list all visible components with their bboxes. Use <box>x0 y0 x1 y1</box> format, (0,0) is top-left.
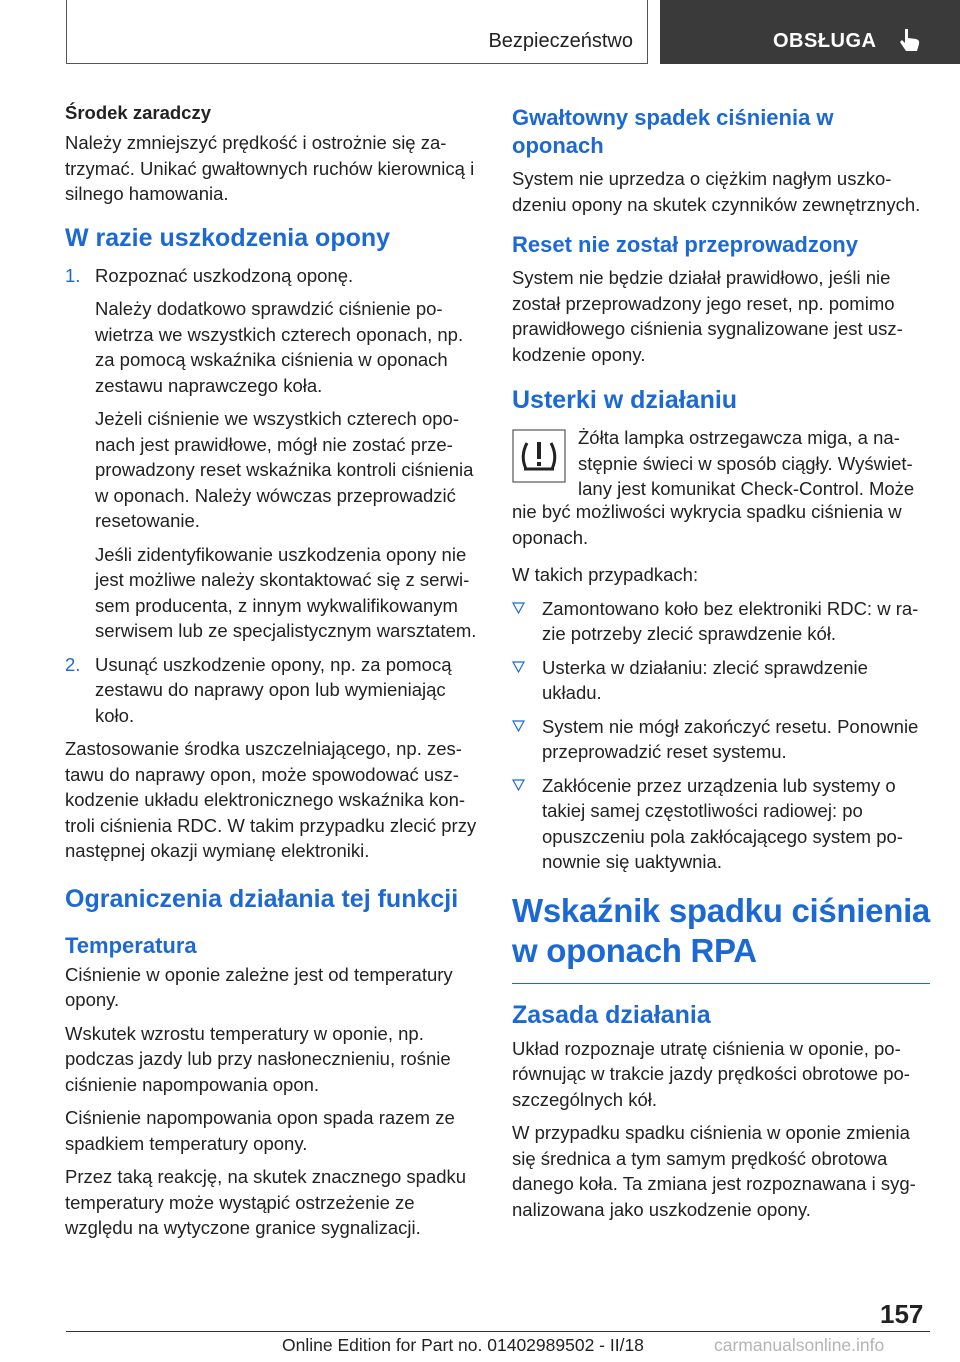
temperature-heading: Temperatura <box>65 932 197 958</box>
reset-text: System nie będzie działał prawidłowo, jeśli nie został przeprowadzony jego reset, np. pomimo prawidłowego ciśnienia sygnalizowane jest uszkodzenie opony. <box>512 267 903 365</box>
step-number: 1. <box>65 264 81 286</box>
bullet-triangle-icon <box>512 602 525 615</box>
bullet-triangle-icon <box>512 779 525 792</box>
right-column <box>512 100 930 1230</box>
temp-text: Ciśnienie w oponie zależne jest od temperatury opony. <box>65 963 453 1010</box>
cases-list <box>512 596 930 875</box>
list-item <box>512 596 930 647</box>
list-item <box>512 655 930 706</box>
principle-heading: Zasada działania <box>512 1000 711 1029</box>
faults-text: Żółta lampka ostrzegawcza miga, a następnie świeci w sposób ciągły. Wyświetlany jest komunikat Check-Control. Może <box>578 427 915 499</box>
damage-heading: W razie uszkodzenia opony <box>65 223 391 252</box>
chapter-title: OBSŁUGA <box>773 30 877 52</box>
sealant-text: Zastosowanie środka uszczelniającego, np. zestawu do naprawy opon, może spowodować uszkodzenie układu elektronicznego wskaźnika kontroli ciśnienia RDC. W takim przypadku zlecić przy następnej okazji wymianę elektroniki. <box>65 738 477 861</box>
bullet-triangle-icon <box>512 661 525 674</box>
step-number: 2. <box>65 653 81 675</box>
temp-text: Wskutek wzrostu temperatury w oponie, np. podczas jazdy lub przy nasłonecznieniu, rośnie ciśnienie napompowania opon. <box>65 1022 451 1095</box>
damage-steps <box>65 263 483 729</box>
list-item <box>512 773 930 875</box>
faults-block <box>512 425 930 503</box>
limits-heading: Ograniczenia działania tej funkcji <box>65 884 459 913</box>
chapter-tab <box>660 0 960 64</box>
cases-intro: W takich przypadkach: <box>512 564 699 585</box>
list-item <box>65 652 483 729</box>
step-text: Rozpoznać uszkodzoną oponę. <box>95 264 354 286</box>
bullet-triangle-icon <box>512 720 525 733</box>
case-text: System nie mógł zakończyć resetu. Ponownie przeprowadzić reset systemu. <box>542 715 919 762</box>
step-text: Jeżeli ciśnienie we wszystkich czterech oponach jest prawidłowe, mógł nie zostać przeprowadzony reset wskaźnika kontroli ciśnienia w oponach. Należy wówczas przeprowadzić resetowanie. <box>95 408 474 531</box>
header-section-box <box>66 0 648 64</box>
step-text: Jeśli zidentyfikowanie uszkodzenia opony nie jest możliwe należy skontaktować się z serwisem producenta, z innym wykwalifikowanym serwisem lub ze specjalistycznym warsztatem. <box>95 543 477 641</box>
list-item <box>512 714 930 765</box>
case-text: Zakłócenie przez urządzenia lub systemy o takiej samej częstotliwości radiowej: po opuszczeniu pola zakłócającego system ponownie się uaktywnia. <box>542 774 903 872</box>
tire-pressure-warning-icon <box>512 429 566 483</box>
faults-text-continued: nie być możliwości wykrycia spadku ciśnienia w oponach. <box>512 501 902 548</box>
heading-divider <box>512 983 930 984</box>
footer-divider <box>66 1331 930 1332</box>
case-text: Usterka w działaniu: zlecić sprawdzenie układu. <box>542 656 868 703</box>
faults-heading: Usterki w działaniu <box>512 386 738 414</box>
step-text: Usunąć uszkodzenie opony, np. za pomocą zestawu do naprawy opon lub wymieniając koło. <box>95 653 452 726</box>
list-item <box>65 263 483 644</box>
brand-watermark: carmanualsonline.info <box>714 1335 885 1355</box>
page-number: 157 <box>880 1299 924 1329</box>
rpa-heading: Wskaźnik spadku ciśnienia w oponach RPA <box>512 891 930 969</box>
left-column <box>65 100 483 1249</box>
principle-text: W przypadku spadku ciśnienia w oponie zmienia się średnica a tym samym prędkość obrotowa danego koła. Ta zmiana jest rozpoznawana i sygnalizowana jako uszkodzenie opony. <box>512 1122 916 1220</box>
temp-text: Przez taką reakcję, na skutek znacznego spadku temperatury może wystąpić ostrzeżenie ze względu na wytyczone granice sygnalizacji. <box>65 1166 467 1238</box>
principle-text: Układ rozpoznaje utratę ciśnienia w oponie, porównując w trakcie jazdy prędkości obrotowe poszczególnych kół. <box>512 1037 910 1110</box>
reset-heading: Reset nie został przeprowadzony <box>512 232 858 257</box>
sudden-drop-text: System nie uprzedza o ciężkim nagłym uszkodzeniu opony na skutek czynników zewnętrznych. <box>512 168 921 215</box>
case-text: Zamontowano koło bez elektroniki RDC: w razie potrzeby zlecić sprawdzenie kół. <box>542 597 919 644</box>
section-title: Bezpieczeństwo <box>488 30 633 52</box>
hand-pointer-icon <box>896 27 922 53</box>
sudden-drop-heading: Gwałtowny spadek ciśnienia w oponach <box>512 105 834 158</box>
remedy-text: Należy zmniejszyć prędkość i ostrożnie się zatrzymać. Unikać gwałtownych ruchów kierownicą i silnego hamowania. <box>65 132 475 204</box>
step-text: Należy dodatkowo sprawdzić ciśnienie powietrza we wszystkich czterech oponach, np. za pomocą wskaźnika ciśnienia w oponach zestawu naprawczego koła. <box>95 298 464 396</box>
temp-text: Ciśnienie napompowania opon spada razem ze spadkiem temperatury opony. <box>65 1107 455 1154</box>
edition-text: Online Edition for Part no. 01402989502 - II/18 <box>282 1335 644 1355</box>
remedy-heading: Środek zaradczy <box>65 102 212 123</box>
